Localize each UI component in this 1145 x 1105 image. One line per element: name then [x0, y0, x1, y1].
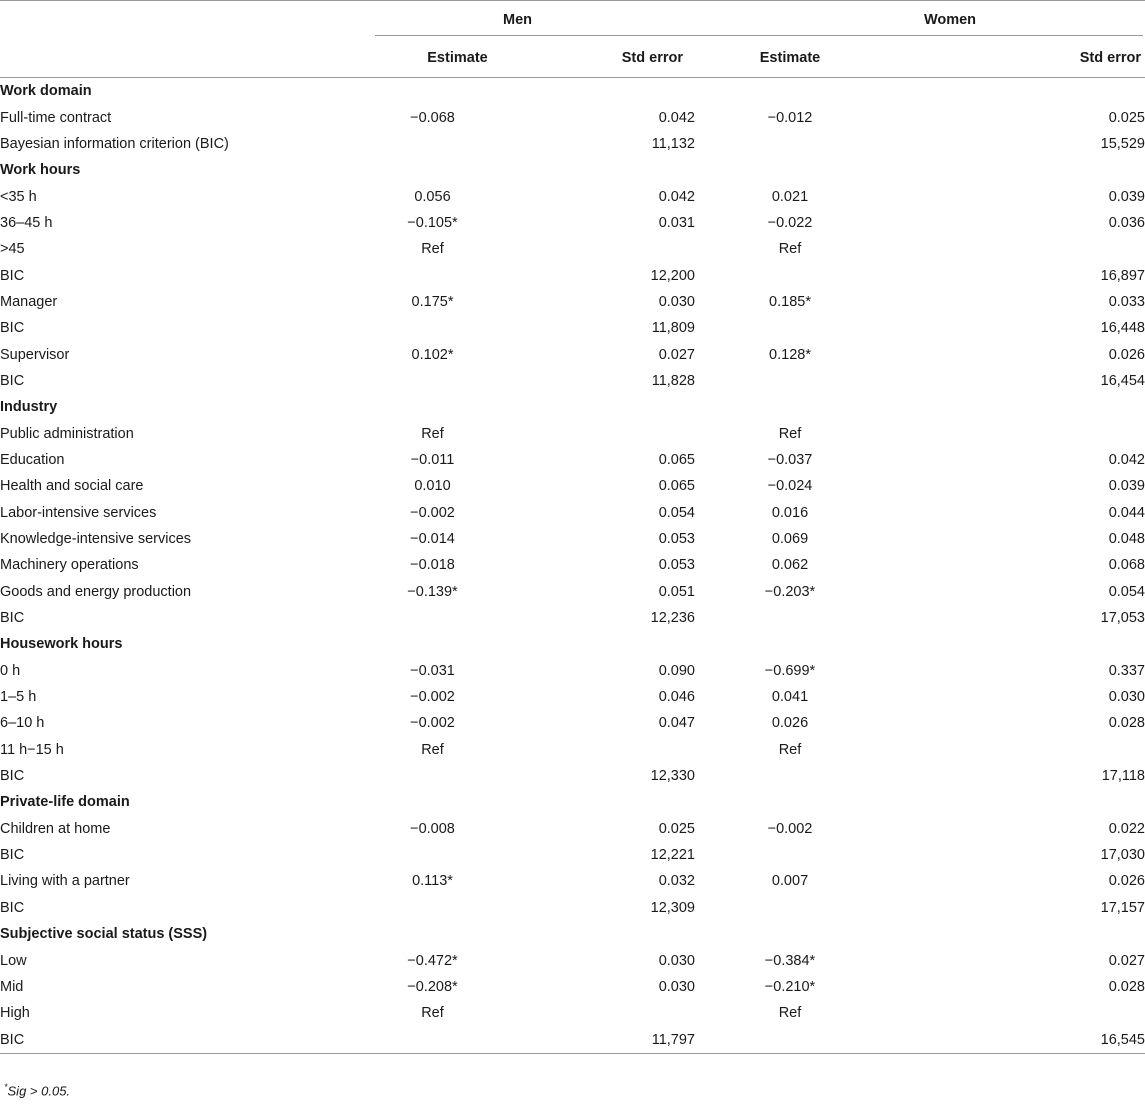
women-std-error-cell: 16,454	[1100, 372, 1145, 389]
men-std-error-cell: 11,132	[651, 135, 695, 152]
women-estimate-cell	[695, 789, 885, 815]
row-label: Knowledge-intensive services	[0, 531, 192, 548]
women-estimate-cell: −0.002	[767, 820, 813, 837]
table-row	[0, 289, 1145, 315]
men-std-error-cell	[525, 236, 695, 262]
women-std-error-cell: 0.027	[1108, 952, 1145, 969]
men-estimate-cell	[340, 895, 525, 921]
men-std-error-cell	[525, 157, 695, 183]
table-row	[0, 500, 1145, 526]
men-std-error-cell	[525, 631, 695, 657]
table-row	[0, 315, 1145, 341]
section-row	[0, 78, 1145, 104]
sub-header-row	[0, 38, 1145, 78]
women-std-error-cell: 0.039	[1108, 188, 1145, 205]
row-label: BIC	[0, 768, 25, 785]
table-row	[0, 895, 1145, 921]
table-row	[0, 868, 1145, 894]
men-std-error-cell: 0.042	[658, 109, 695, 126]
table-body	[0, 78, 1145, 1053]
men-std-error-header: Std error	[621, 49, 683, 66]
table-row	[0, 420, 1145, 446]
table-row	[0, 684, 1145, 710]
men-estimate-cell: Ref	[421, 741, 444, 758]
women-std-error-cell	[885, 420, 1145, 446]
men-estimate-cell	[340, 157, 525, 183]
women-header-label: Women	[923, 11, 977, 28]
women-std-error-cell: 0.039	[1108, 478, 1145, 495]
men-std-error-cell: 0.053	[658, 557, 695, 574]
men-std-error-cell: 12,309	[650, 899, 695, 916]
women-std-error-cell: 17,157	[1100, 899, 1145, 916]
women-std-error-cell	[885, 1000, 1145, 1026]
women-estimate-cell: −0.012	[767, 109, 813, 126]
women-estimate-cell: 0.021	[771, 188, 809, 205]
section-title: Industry	[0, 399, 58, 416]
men-estimate-cell: 0.175*	[411, 293, 454, 310]
row-label: BIC	[0, 372, 25, 389]
row-label: Mid	[0, 978, 24, 995]
women-std-error-cell	[885, 631, 1145, 657]
row-label: Manager	[0, 293, 58, 310]
section-title: Work domain	[0, 83, 92, 100]
men-std-error-cell: 0.065	[658, 478, 695, 495]
women-std-error-cell: 0.026	[1108, 873, 1145, 890]
men-std-error-cell: 0.031	[658, 214, 695, 231]
men-std-error-cell: 0.051	[658, 583, 695, 600]
women-std-error-cell: 16,897	[1100, 267, 1145, 284]
women-std-error-cell: 16,545	[1100, 1031, 1145, 1048]
men-estimate-cell	[340, 763, 525, 789]
women-std-error-cell: 0.036	[1108, 214, 1145, 231]
row-label: Low	[0, 952, 27, 969]
table-row	[0, 658, 1145, 684]
men-std-error-cell: 0.030	[658, 293, 695, 310]
men-std-error-cell: 0.030	[658, 952, 695, 969]
table-row	[0, 131, 1145, 157]
women-estimate-cell	[695, 605, 885, 631]
table-row	[0, 1000, 1145, 1026]
men-std-error-cell: 11,809	[651, 320, 695, 337]
women-estimate-cell: 0.007	[771, 873, 809, 890]
men-std-error-cell: 0.047	[658, 715, 695, 732]
men-estimate-cell: 0.010	[414, 478, 451, 495]
men-estimate-header: Estimate	[427, 49, 488, 66]
row-label: 36–45 h	[0, 214, 53, 231]
row-label: BIC	[0, 610, 25, 627]
women-estimate-cell: −0.024	[767, 478, 813, 495]
row-label: Machinery operations	[0, 557, 139, 574]
women-estimate-cell	[695, 921, 885, 947]
men-std-error-cell	[525, 789, 695, 815]
men-std-error-cell: 0.042	[658, 188, 695, 205]
men-std-error-cell: 0.065	[658, 451, 695, 468]
men-std-error-cell: 0.032	[658, 873, 695, 890]
men-estimate-cell: −0.472*	[407, 952, 458, 969]
women-estimate-cell	[695, 763, 885, 789]
women-std-error-cell: 0.025	[1108, 109, 1145, 126]
row-label: Full-time contract	[0, 109, 112, 126]
women-std-error-cell: 0.048	[1108, 531, 1145, 548]
women-estimate-cell	[695, 315, 885, 341]
row-label: <35 h	[0, 188, 37, 205]
women-std-error-cell	[885, 157, 1145, 183]
men-std-error-cell: 11,797	[651, 1031, 695, 1048]
empty-header-cell	[0, 1, 340, 38]
men-estimate-cell: 0.102*	[411, 346, 454, 363]
men-header	[340, 1, 695, 38]
women-estimate-cell: 0.128*	[769, 346, 811, 363]
footnote-mark: *	[4, 1082, 8, 1092]
row-label: Living with a partner	[0, 873, 130, 890]
men-estimate-cell: Ref	[421, 1005, 444, 1022]
women-std-error-cell	[885, 78, 1145, 104]
men-estimate-cell	[340, 315, 525, 341]
women-estimate-cell	[695, 631, 885, 657]
women-std-error-header: Std error	[1079, 49, 1141, 66]
row-label: Public administration	[0, 425, 134, 442]
men-std-error-cell: 0.090	[658, 662, 695, 679]
row-label: 1–5 h	[0, 689, 37, 706]
men-estimate-cell	[340, 131, 525, 157]
women-estimate-header: Estimate	[759, 49, 821, 66]
row-label: Supervisor	[0, 346, 70, 363]
table-row	[0, 210, 1145, 236]
men-std-error-cell: 0.025	[658, 820, 695, 837]
row-label: High	[0, 1005, 30, 1022]
table-row	[0, 605, 1145, 631]
men-estimate-cell	[340, 842, 525, 868]
table-row	[0, 262, 1145, 288]
table-row	[0, 710, 1145, 736]
men-estimate-cell	[340, 262, 525, 288]
men-estimate-cell: −0.018	[410, 557, 455, 574]
men-estimate-cell	[340, 394, 525, 420]
table-row	[0, 974, 1145, 1000]
men-estimate-cell: −0.031	[410, 662, 455, 679]
women-estimate-cell: −0.022	[767, 214, 813, 231]
men-std-error-cell: 0.027	[658, 346, 695, 363]
row-label: BIC	[0, 1031, 25, 1048]
women-estimate-cell	[695, 368, 885, 394]
empty-subheader-cell	[0, 38, 340, 78]
table-row	[0, 763, 1145, 789]
table-row	[0, 473, 1145, 499]
row-label: BIC	[0, 899, 25, 916]
section-title: Private-life domain	[0, 794, 130, 811]
table-row	[0, 104, 1145, 130]
men-estimate-cell: −0.002	[410, 689, 455, 706]
row-label: Labor-intensive services	[0, 504, 157, 521]
women-estimate-cell	[695, 1026, 885, 1053]
men-estimate-cell	[340, 631, 525, 657]
women-estimate-cell: 0.062	[771, 557, 809, 574]
men-estimate-cell	[340, 921, 525, 947]
women-estimate-cell	[695, 262, 885, 288]
women-estimate-cell: Ref	[778, 741, 802, 758]
men-std-error-cell: 0.030	[658, 978, 695, 995]
table-row	[0, 579, 1145, 605]
men-estimate-cell: −0.068	[410, 109, 455, 126]
men-std-error-cell: 11,828	[651, 372, 695, 389]
row-label: 11 h−15 h	[0, 741, 64, 758]
men-std-error-cell	[525, 1000, 695, 1026]
women-std-error-cell	[885, 789, 1145, 815]
section-row	[0, 631, 1145, 657]
table-row	[0, 526, 1145, 552]
women-estimate-cell: −0.037	[767, 451, 813, 468]
men-std-error-cell	[525, 737, 695, 763]
men-estimate-cell	[340, 605, 525, 631]
section-row	[0, 789, 1145, 815]
men-std-error-cell: 0.053	[658, 531, 695, 548]
women-estimate-cell: 0.041	[771, 689, 809, 706]
men-estimate-cell: −0.011	[410, 451, 455, 468]
women-estimate-cell: Ref	[778, 425, 802, 442]
row-label: Education	[0, 451, 65, 468]
women-std-error-cell: 0.044	[1108, 504, 1145, 521]
women-std-error-cell: 0.068	[1108, 557, 1145, 574]
men-estimate-cell	[340, 368, 525, 394]
men-estimate-cell: −0.014	[410, 531, 455, 548]
table-row	[0, 368, 1145, 394]
table-row	[0, 447, 1145, 473]
women-header-rule	[695, 35, 1143, 36]
men-std-error-cell: 0.046	[658, 689, 695, 706]
men-estimate-cell	[340, 78, 525, 104]
women-estimate-cell: −0.210*	[764, 978, 816, 995]
table-row	[0, 183, 1145, 209]
row-label: Children at home	[0, 820, 111, 837]
men-estimate-cell: 0.056	[414, 188, 451, 205]
women-std-error-cell: 16,448	[1100, 320, 1145, 337]
men-std-error-cell: 12,221	[650, 847, 695, 864]
women-std-error-cell	[885, 236, 1145, 262]
section-title: Work hours	[0, 162, 81, 179]
footnote	[4, 1082, 70, 1098]
table-row	[0, 842, 1145, 868]
bottom-rule	[0, 1053, 1145, 1054]
women-estimate-cell	[695, 895, 885, 921]
men-estimate-cell: 0.113*	[412, 873, 453, 890]
women-std-error-cell: 15,529	[1100, 135, 1145, 152]
men-std-error-cell: 0.054	[658, 504, 695, 521]
women-estimate-cell: 0.016	[771, 504, 809, 521]
men-header-label: Men	[503, 11, 532, 28]
row-label: >45	[0, 241, 25, 258]
table-row	[0, 947, 1145, 973]
women-estimate-cell: −0.203*	[764, 583, 816, 600]
men-std-error-cell: 12,200	[650, 267, 695, 284]
women-estimate-cell: Ref	[778, 241, 802, 258]
men-std-error-cell	[525, 420, 695, 446]
men-std-error-cell	[525, 394, 695, 420]
men-estimate-cell: −0.208*	[407, 978, 458, 995]
women-estimate-cell: 0.069	[771, 531, 809, 548]
women-std-error-cell: 17,118	[1101, 768, 1145, 785]
women-estimate-cell	[695, 157, 885, 183]
row-label: BIC	[0, 267, 25, 284]
men-estimate-cell	[340, 789, 525, 815]
men-estimate-cell	[340, 1026, 525, 1053]
men-std-error-cell: 12,330	[650, 768, 695, 785]
table-row	[0, 737, 1145, 763]
men-std-error-cell	[525, 921, 695, 947]
women-std-error-cell: 0.054	[1108, 583, 1145, 600]
section-title: Housework hours	[0, 636, 123, 653]
section-title: Subjective social status (SSS)	[0, 926, 208, 943]
women-estimate-cell	[695, 131, 885, 157]
women-std-error-cell: 17,030	[1100, 847, 1145, 864]
table-row	[0, 552, 1145, 578]
women-std-error-cell: 0.026	[1108, 346, 1145, 363]
row-label: Health and social care	[0, 478, 144, 495]
women-estimate-cell	[695, 78, 885, 104]
row-label: BIC	[0, 320, 25, 337]
men-estimate-cell: −0.002	[410, 715, 455, 732]
men-std-error-cell: 12,236	[650, 610, 695, 627]
men-estimate-cell: Ref	[421, 241, 444, 258]
men-header-rule	[375, 35, 695, 36]
section-row	[0, 394, 1145, 420]
men-estimate-cell: −0.139*	[407, 583, 458, 600]
women-std-error-cell	[885, 921, 1145, 947]
women-estimate-cell: 0.026	[771, 715, 809, 732]
row-label: BIC	[0, 847, 25, 864]
row-label: Goods and energy production	[0, 583, 192, 600]
women-std-error-cell	[885, 394, 1145, 420]
men-estimate-cell: −0.105*	[407, 214, 458, 231]
women-std-error-cell: 0.042	[1108, 451, 1145, 468]
men-estimate-cell: −0.002	[410, 504, 455, 521]
table-row	[0, 1026, 1145, 1053]
section-row	[0, 921, 1145, 947]
women-estimate-cell: −0.699*	[764, 662, 816, 679]
row-label: 0 h	[0, 662, 21, 679]
women-std-error-cell	[885, 737, 1145, 763]
women-header	[695, 1, 1145, 38]
women-std-error-cell: 0.022	[1108, 820, 1145, 837]
women-estimate-cell: Ref	[778, 1005, 802, 1022]
men-estimate-cell: −0.008	[410, 820, 455, 837]
women-std-error-cell: 0.337	[1108, 662, 1145, 679]
women-std-error-cell: 17,053	[1100, 610, 1145, 627]
table-row	[0, 816, 1145, 842]
women-estimate-cell	[695, 394, 885, 420]
section-row	[0, 157, 1145, 183]
group-header-row	[0, 1, 1145, 38]
women-estimate-cell: 0.185*	[769, 293, 811, 310]
men-estimate-cell: Ref	[421, 425, 444, 442]
women-std-error-cell: 0.028	[1108, 715, 1145, 732]
footnote-text: Sig > 0.05.	[7, 1083, 71, 1099]
women-std-error-cell: 0.033	[1108, 293, 1145, 310]
table-row	[0, 341, 1145, 367]
women-std-error-cell: 0.028	[1108, 978, 1145, 995]
women-estimate-cell: −0.384*	[764, 952, 816, 969]
row-label: 6–10 h	[0, 715, 45, 732]
table-row	[0, 236, 1145, 262]
women-estimate-cell	[695, 842, 885, 868]
row-label: Bayesian information criterion (BIC)	[0, 135, 229, 152]
men-std-error-cell	[525, 78, 695, 104]
women-std-error-cell: 0.030	[1108, 689, 1145, 706]
